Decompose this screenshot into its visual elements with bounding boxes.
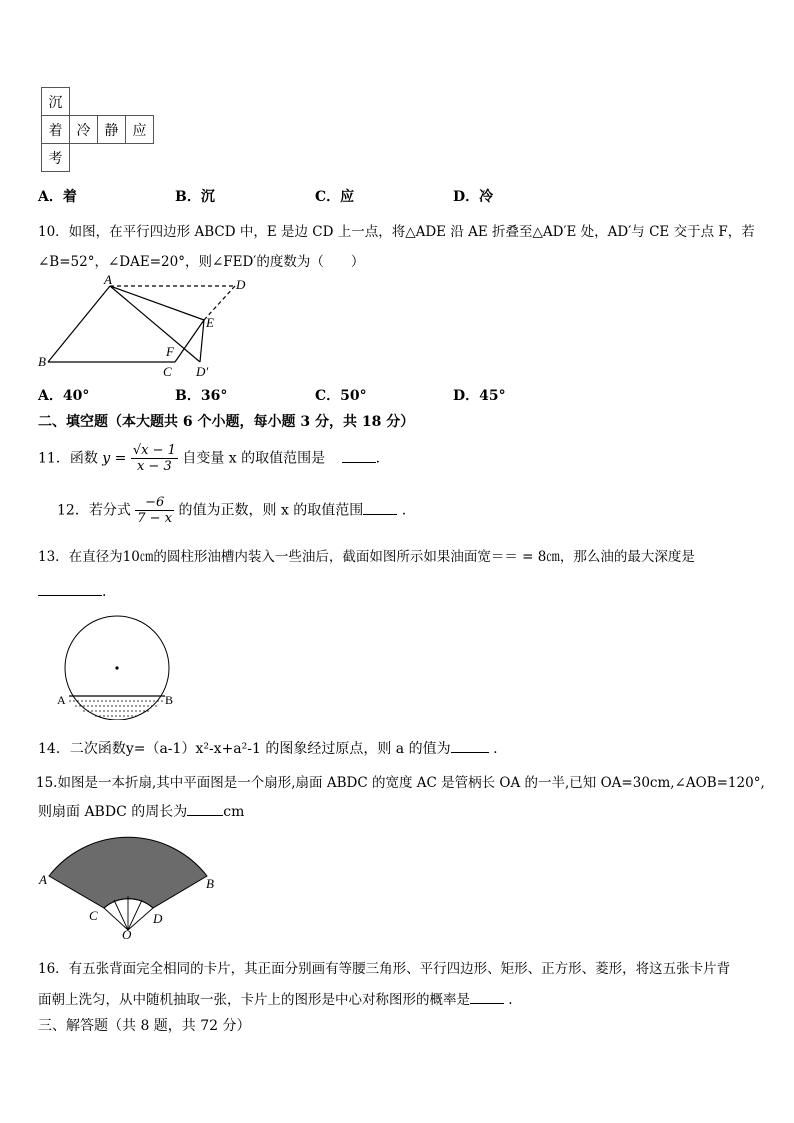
label-e: E — [206, 315, 214, 330]
q9-option-a[interactable]: A．着 — [38, 189, 77, 205]
q11-denominator: x − 3 — [136, 459, 172, 474]
label-d: D — [153, 911, 163, 926]
segment-edprime — [200, 320, 204, 362]
net-cell: 考 — [42, 144, 70, 172]
label-c: C — [89, 908, 98, 923]
oil-tank-figure — [55, 615, 180, 720]
net-cell: 冷 — [70, 116, 98, 144]
q11-end: . — [375, 450, 381, 467]
q16-answer-blank[interactable] — [470, 1003, 504, 1004]
label-c: C — [163, 364, 172, 379]
label-dprime: D′ — [196, 364, 209, 379]
q13-end: . — [102, 584, 107, 600]
label-b: B — [206, 876, 214, 891]
q15-text-line1: 15.如图是一本折扇,其中平面图是一个扇形,扇面 ABDC 的宽度 AC 是管柄长 OA 的一半,已知 OA=30cm,∠AOB=120°, — [36, 775, 765, 791]
cube-net — [41, 87, 154, 172]
q12-denominator: 7 − x — [137, 511, 173, 526]
segment-ba — [48, 286, 110, 362]
q16-text-line1: 16．有五张背面完全相同的卡片，其正面分别画有等腰三角形、平行四边形、矩形、正方形、菱形，将这五张卡片背 — [38, 961, 731, 977]
net-cell: 着 — [42, 116, 70, 144]
q9-option-d[interactable]: D．冷 — [453, 189, 494, 205]
q12-suffix: 的值为正数，则 x 的取值范围 — [178, 502, 364, 519]
q12-fraction — [135, 495, 174, 526]
folding-fan-figure — [36, 832, 218, 942]
q12 — [57, 495, 406, 526]
q14 — [38, 738, 498, 758]
q11-suffix: 自变量 x 的取值范围是 — [182, 450, 326, 467]
q12-end: . — [401, 502, 407, 519]
circle-center — [115, 666, 118, 669]
q16-end: . — [508, 992, 513, 1008]
label-a: A — [39, 872, 47, 887]
q11-numerator: √x − 1 — [132, 443, 176, 458]
q13-answer-line — [38, 584, 106, 600]
q11-prefix: 11．函数 — [38, 450, 98, 467]
q11 — [38, 443, 380, 474]
q9-option-c[interactable]: C．应 — [315, 189, 355, 205]
segment-ae — [110, 286, 204, 320]
q16-line2 — [38, 988, 513, 1008]
q13-answer-blank[interactable] — [38, 595, 102, 596]
q10-text-line2: ∠B=52°，∠DAE=20°，则∠FED′的度数为（ ） — [38, 254, 365, 270]
q14-text: 14．二次函数y=（a-1）x²-x+a²-1 的图象经过原点，则 a 的值为 — [38, 741, 451, 757]
q15-line2 — [38, 801, 244, 821]
q15-text-line2: 则扇面 ABDC 的周长为 — [38, 804, 188, 820]
q13-text: 13．在直径为10㎝的圆柱形油槽内装入一些油后，截面如图所示如果油面宽＝＝ = 8㎝，那么油的最大深度是 — [38, 549, 695, 565]
label-a: A — [57, 693, 66, 707]
segment-ce — [175, 320, 204, 362]
q14-end: . — [493, 741, 498, 757]
q12-numerator: −6 — [135, 495, 174, 511]
q14-answer-blank[interactable] — [451, 752, 489, 753]
q10-option-d[interactable]: D．45° — [453, 388, 506, 404]
q11-fraction — [131, 443, 178, 474]
q9-option-b[interactable]: B．沉 — [175, 189, 215, 205]
label-d: D — [236, 277, 246, 292]
q12-prefix: 12．若分式 — [57, 502, 131, 519]
net-cell: 应 — [126, 116, 154, 144]
q11-answer-blank[interactable] — [342, 462, 376, 463]
q10-option-c[interactable]: C．50° — [315, 388, 367, 404]
q11-y: y = — [102, 450, 127, 467]
net-cell: 静 — [98, 116, 126, 144]
label-f: F — [166, 344, 174, 359]
label-a: A — [104, 272, 112, 287]
q16-text-line2: 面朝上洗匀，从中随机抽取一张，卡片上的图形是中心对称图形的概率是 — [38, 992, 470, 1008]
q10-option-a[interactable]: A．40° — [38, 388, 90, 404]
parallelogram-figure — [30, 272, 260, 380]
label-b: B — [38, 354, 46, 369]
net-cell: 沉 — [42, 88, 70, 116]
section-3-heading: 三、解答题（共 8 题，共 72 分） — [38, 1018, 251, 1034]
section-2-heading: 二、填空题（本大题共 6 个小题，每小题 3 分，共 18 分） — [38, 414, 415, 430]
q12-answer-blank[interactable] — [363, 514, 397, 515]
segment-adprime — [110, 286, 200, 362]
q10-option-b[interactable]: B．36° — [175, 388, 228, 404]
label-b: B — [165, 693, 174, 707]
label-o: O — [122, 927, 132, 942]
q10-text-line1: 10．如图，在平行四边形 ABCD 中，E 是边 CD 上一点，将△ADE 沿 AE 折叠至△AD′E 处，AD′与 CE 交于点 F，若 — [38, 224, 755, 240]
q15-answer-blank[interactable] — [187, 815, 223, 816]
q15-unit: cm — [223, 804, 245, 820]
